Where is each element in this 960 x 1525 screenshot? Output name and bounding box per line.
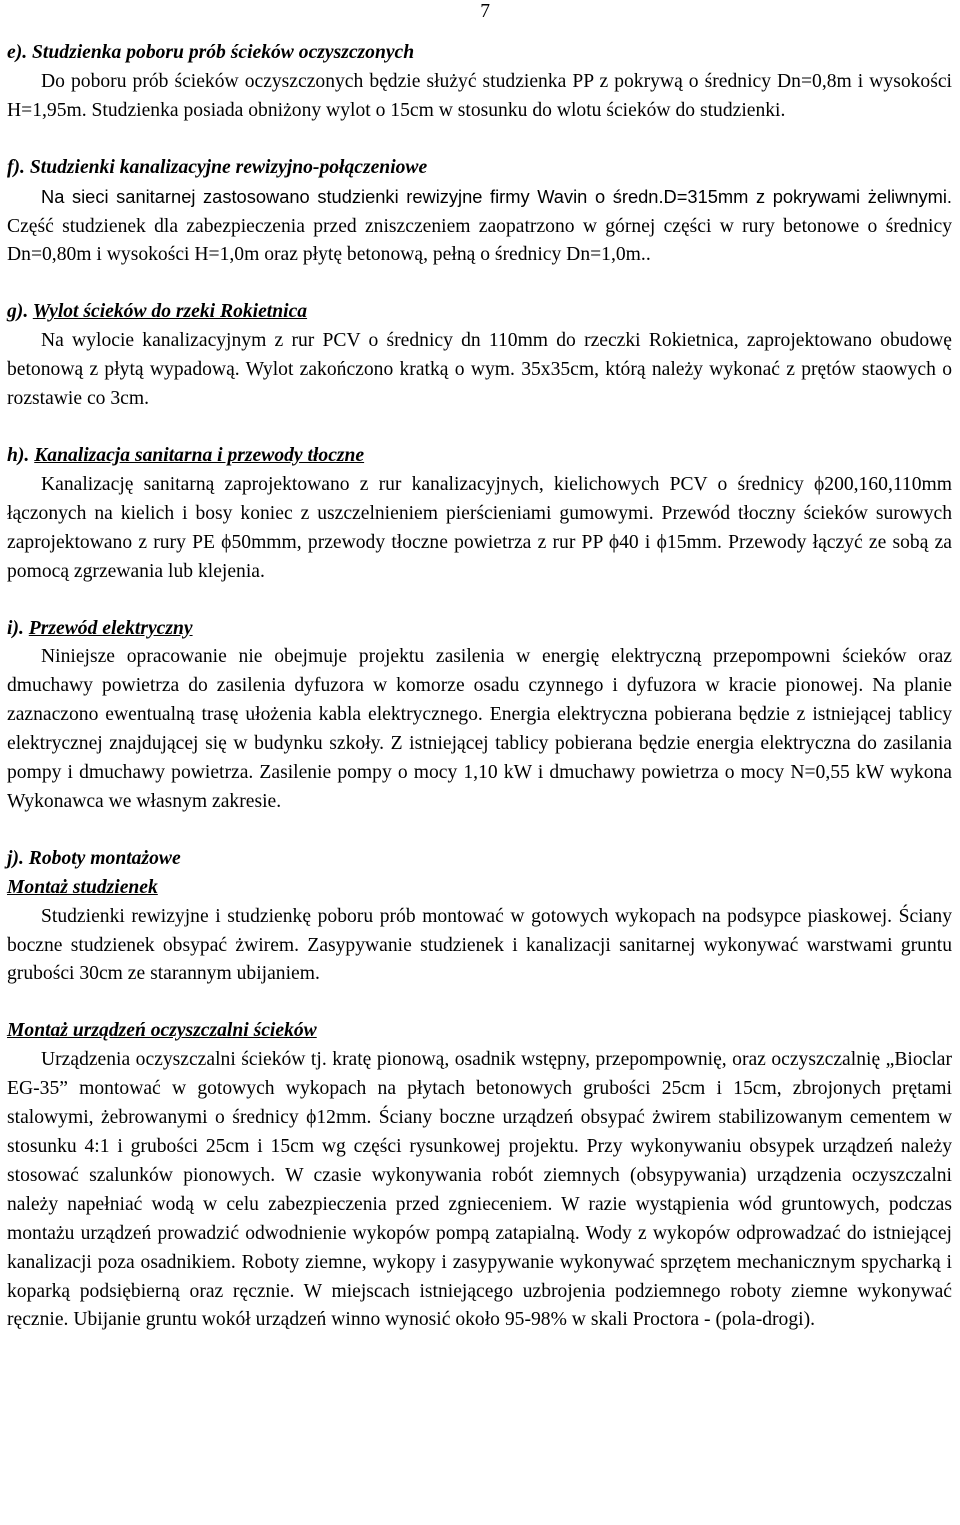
page-number: 7: [480, 1, 490, 22]
section-h-heading: [7, 442, 952, 471]
section-f: [7, 154, 952, 271]
section-e: [7, 39, 952, 126]
section-g-title: Wylot ścieków do rzeki Rokietnica: [32, 301, 308, 323]
section-h-body: Kanalizację sanitarną zaprojektowano z rur kanalizacyjnych, kielichowych PCV o średnicy ϕ200,160,110mm łączonych na kielich i bosy koniec z uszczelnieniem pierścieniami gumowymi. Przewód tłoczny ścieków surowych zaprojektowano z rury PE ϕ50mmm, przewody tłoczne powietrza z rur PP ϕ40 i ϕ15mm. Przewody łączyć ze sobą za pomocą zgrzewania lub klejenia.: [7, 473, 952, 582]
section-i-label: i).: [7, 617, 24, 639]
section-g-heading: [7, 298, 952, 327]
section-e-label: e).: [7, 42, 28, 63]
section-f-body: [7, 183, 952, 271]
section-j-title: Roboty montażowe: [28, 847, 181, 869]
section-j-sub2-heading: Montaż urządzeń oczyszczalni ścieków: [7, 1020, 317, 1042]
section-h-label: h).: [7, 444, 30, 466]
section-f-body-sans: Na sieci sanitarnej zastosowano studzienki rewizyjne firmy Wavin o średn.D=315mm z pokrywami żeliwnymi.: [41, 185, 952, 207]
section-j-sub2-body: Urządzenia oczyszczalni ścieków tj. kratę pionową, osadnik wstępny, przepompownię, oraz oczyszczalnię „Bioclar EG-35” montować w gotowych wykopach na płytach betonowych grubości 25cm i 15cm, zbrojonych prętami stalowymi, żebrowanymi o średnicy ϕ12mm. Ściany boczne urządzeń obsypać żwirem stabilizowanym cementem w stosunku 4:1 i grubości 25cm i 15cm wg części rysunkowej projektu. Przy wykonywaniu obsypek urządzeń należy stosować szalunków pionowych. W czasie wykonywania robót ziemnych (obsypywania) urządzenia oczyszczalni należy napełniać wodą w celu zabezpieczenia przed zgnieceniem. W razie wystąpienia wód gruntowych, podczas montażu urządzeń prowadzić odwodnienie wykopów pompą zatapialną. Wody z wykopów odprowadzać do istniejącej kanalizacji poza osadnikiem. Roboty ziemne, wykopy i zasypywanie wykonywać sprzętem mechanicznym spycharką i koparką podsiębierną oraz ręcznie. W miejscach istniejącego uzbrojenia podziemnego roboty ziemne wykonywać ręcznie. Ubijanie gruntu wokół urządzeń winno wynosić około 95-98% w skali Proctora - (pola-drogi).: [7, 1049, 952, 1331]
section-f-title: Studzienki kanalizacyjne rewizyjno-połączeniowe: [29, 156, 428, 178]
section-j: [7, 845, 952, 1336]
section-j-label: j).: [7, 847, 24, 869]
section-f-heading: [7, 154, 952, 183]
section-e-body: Do poboru prób ścieków oczyszczonych będzie służyć studzienka PP z pokrywą o średnicy Dn=0,8m i wysokości H=1,95m. Studzienka posiada obniżony wylot o 15cm w stosunku do wlotu ścieków do studzienki.: [7, 70, 952, 121]
section-i: [7, 615, 952, 817]
section-g-body: Na wylocie kanalizacyjnym z rur PCV o średnicy dn 110mm do rzeczki Rokietnica, zaprojektowano obudowę betonową z płytą wypadową. Wylot zakończono kratką o wym. 35x35cm, którą należy wykonać z prętów staowych o rozstawie co 3cm.: [7, 330, 952, 410]
section-j-sub1-heading: Montaż studzienek: [7, 876, 158, 898]
section-e-title: Studzienka poboru prób ścieków oczyszczonych: [32, 42, 415, 63]
section-h: [7, 442, 952, 587]
section-g-label: g).: [7, 301, 29, 323]
section-j-heading: [7, 845, 952, 874]
section-e-heading: [7, 39, 952, 68]
section-g: [7, 298, 952, 414]
section-h-title: Kanalizacja sanitarna i przewody tłoczne: [34, 444, 365, 466]
section-j-sub1-body: Studzienki rewizyjne i studzienkę poboru prób montować w gotowych wykopach na podsypce piaskowej. Ściany boczne studzienek obsypać żwirem. Zasypywanie studzienek i kanalizacji sanitarnej wykonywać warstwami gruntu grubości 30cm ze starannym ubijaniem.: [7, 905, 952, 985]
section-i-title: Przewód elektryczny: [28, 617, 193, 639]
section-i-body: Niniejsze opracowanie nie obejmuje projektu zasilenia w energię elektryczną przepompowni ścieków oraz dmuchawy powietrza do zasilenia dyfuzora w komorze osadu czynnego i dyfuzora w kracie pionowej. Na planie zaznaczono ewentualną trasę ułożenia kabla elektrycznego. Energia elektryczna pobierana będzie z istniejącej tablicy elektrycznej znajdującej się w budynku szkoły. Z istniejącej tablicy pobierana będzie energia elektryczna do zasilania pompy i dmuchawy powietrza. Zasilenie pompy o mocy 1,10 kW i dmuchawy powietrza o mocy N=0,55 kW wykona Wykonawca we własnym zakresie.: [7, 646, 952, 812]
section-f-body-rest: Część studzienek dla zabezpieczenia przed zniszczeniem zaopatrzono w górnej części w rury betonowe o średnicy Dn=0,80m i wysokości H=1,0m oraz płytę betonową, pełną o średnicy Dn=1,0m..: [7, 215, 952, 266]
section-f-label: f).: [7, 156, 25, 178]
section-i-heading: [7, 615, 952, 644]
